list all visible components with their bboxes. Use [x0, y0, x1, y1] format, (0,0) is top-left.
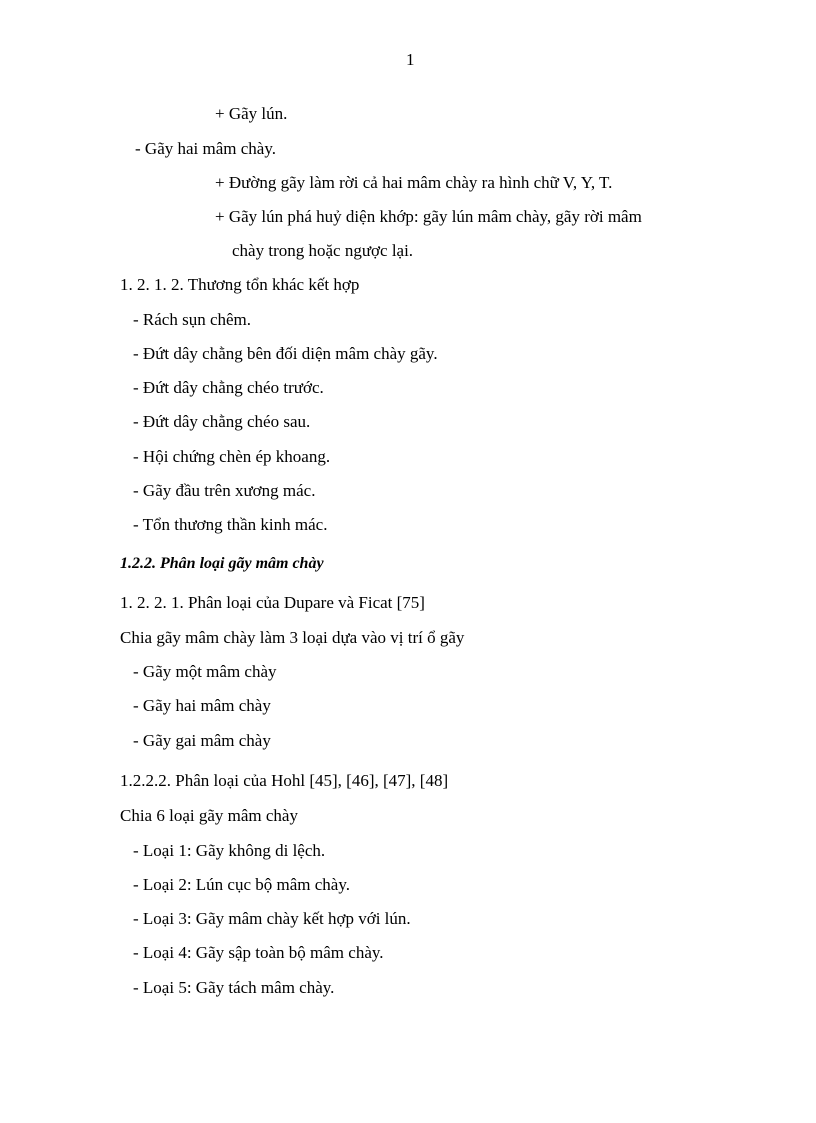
- list-item: - Gãy đầu trên xương mác.: [133, 481, 316, 500]
- list-item: - Tổn thương thần kinh mác.: [133, 515, 328, 534]
- section-heading: 1.2.2. Phân loại gãy mâm chày: [120, 555, 324, 572]
- list-item: - Đứt dây chằng bên đối diện mâm chày gãy.: [133, 344, 438, 363]
- list-item: - Loại 4: Gãy sập toàn bộ mâm chày.: [133, 943, 384, 962]
- list-item: - Loại 1: Gãy không di lệch.: [133, 841, 326, 860]
- paragraph: Chia 6 loại gãy mâm chày: [120, 806, 298, 825]
- list-item: - Loại 2: Lún cục bộ mâm chày.: [133, 875, 350, 894]
- subsection-heading: 1. 2. 2. 1. Phân loại của Dupare và Ficat [75]: [120, 593, 425, 612]
- list-item: - Gãy gai mâm chày: [133, 731, 271, 750]
- list-item: - Rách sụn chêm.: [133, 310, 252, 329]
- list-item: - Loại 3: Gãy mâm chày kết hợp với lún.: [133, 909, 411, 928]
- text-line: + Gãy lún.: [215, 104, 288, 123]
- text-line: chày trong hoặc ngược lại.: [232, 241, 414, 260]
- text-line: - Gãy hai mâm chày.: [135, 139, 276, 158]
- paragraph: Chia gãy mâm chày làm 3 loại dựa vào vị trí ổ gãy: [120, 628, 465, 647]
- list-item: - Đứt dây chằng chéo sau.: [133, 412, 311, 431]
- list-item: - Gãy một mâm chày: [133, 662, 277, 681]
- list-item: - Hội chứng chèn ép khoang.: [133, 447, 331, 466]
- subsection-heading: 1. 2. 1. 2. Thương tổn khác kết hợp: [120, 275, 360, 294]
- list-item: - Gãy hai mâm chày: [133, 696, 271, 715]
- subsection-heading: 1.2.2.2. Phân loại của Hohl [45], [46], [47], [48]: [120, 771, 449, 790]
- list-item: - Loại 5: Gãy tách mâm chày.: [133, 978, 335, 997]
- text-line: + Gãy lún phá huỷ diện khớp: gãy lún mâm chày, gãy rời mâm: [215, 207, 642, 226]
- text-line: + Đường gãy làm rời cả hai mâm chày ra hình chữ V, Y, T.: [215, 173, 613, 192]
- list-item: - Đứt dây chằng chéo trước.: [133, 378, 324, 397]
- page-number: 1: [406, 50, 415, 69]
